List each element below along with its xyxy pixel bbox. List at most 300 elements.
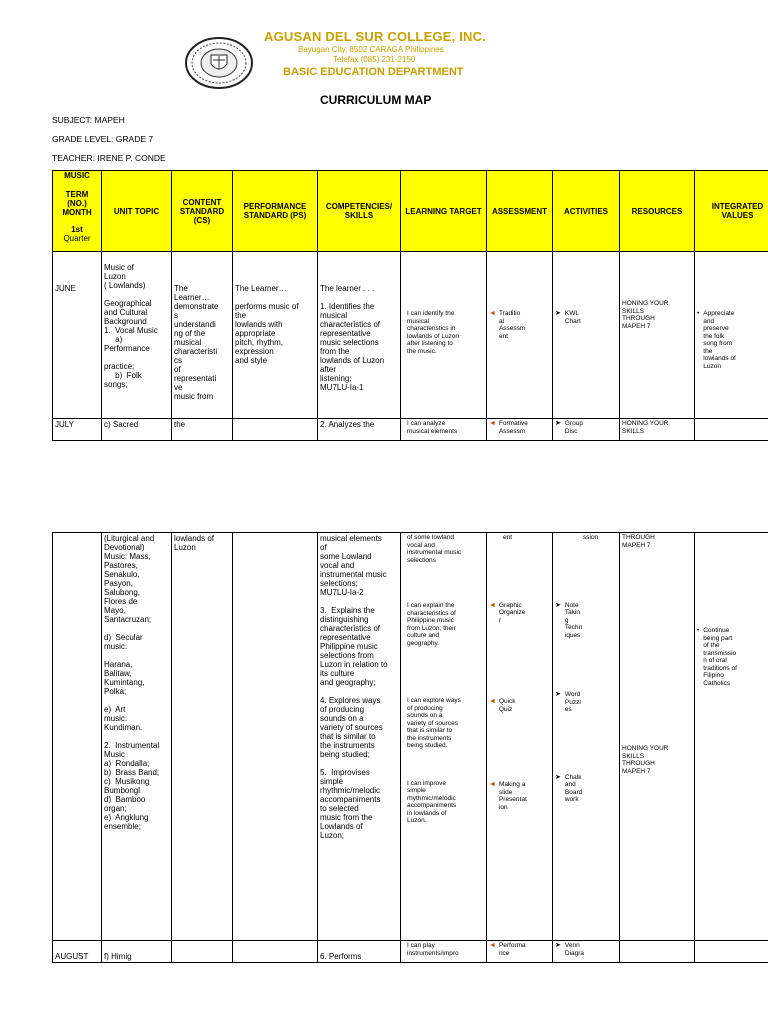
activities-cell — [553, 252, 620, 419]
values-cell-july — [695, 419, 768, 441]
resources-cell — [620, 252, 695, 419]
text-line: Kumintang, — [104, 678, 145, 687]
text-line: Balitaw, — [104, 669, 132, 678]
text-line: THROUGH — [622, 760, 655, 767]
header-resources: RESOURCES — [620, 171, 695, 252]
activity-1-text — [565, 310, 581, 325]
competencies-text — [320, 284, 398, 392]
text-line: HONING YOUR — [622, 300, 669, 307]
learning-target-4 — [407, 697, 484, 750]
text-line: being studied. — [407, 742, 448, 749]
dot-bullet-icon: • — [697, 627, 700, 634]
text-line: Pasyon, — [104, 579, 133, 588]
text-line: Appreciate — [703, 310, 735, 317]
header-term-quarter: Quarter — [63, 234, 91, 243]
text-line: music selections — [320, 338, 379, 347]
integrated-values-cell — [695, 252, 768, 419]
text-line: Venn — [564, 942, 580, 949]
month-july: JULY — [55, 420, 74, 429]
text-line: of — [320, 543, 327, 552]
text-line: (Liturgical and — [104, 534, 155, 543]
text-line: Philippine music — [407, 617, 454, 624]
text-line: ent — [498, 332, 508, 340]
text-line: organ; — [104, 804, 127, 813]
performance-standard-cell-p2 — [233, 533, 318, 941]
text-line: of producing — [320, 705, 365, 714]
learning-target-cell-august — [401, 941, 487, 963]
text-line: The Learner… — [235, 284, 287, 293]
text-line: 2. Instrumental — [104, 741, 160, 750]
text-line: sounds on a — [407, 712, 443, 719]
activity-4-text — [565, 691, 581, 714]
text-line: vocal and — [407, 541, 435, 549]
performance-cell-august — [233, 941, 318, 963]
content-standard-cell — [172, 252, 233, 419]
text-line: songs; — [104, 380, 128, 389]
arrow-bullet-icon: ➤ — [555, 420, 561, 427]
text-line: Background — [104, 317, 147, 326]
text-line: distinguishing — [320, 615, 369, 624]
text-line: expression — [235, 347, 274, 356]
triangle-bullet-icon: ◄ — [489, 420, 496, 427]
text-line: traditions of — [703, 664, 737, 672]
text-line: d) Bamboo — [104, 795, 146, 804]
school-telefax: Telefax (085) 231-2150 — [333, 55, 416, 64]
text-line: THROUGH — [622, 534, 655, 541]
text-line: accompaniments — [407, 802, 457, 809]
text-line: SKILLS — [622, 752, 645, 760]
triangle-bullet-icon: ◄ — [489, 781, 496, 788]
unit-topic-cell-july — [102, 419, 172, 441]
text-line: of the — [703, 642, 720, 649]
text-line: Luzon; — [320, 831, 345, 840]
text-line: Pastores, — [104, 561, 138, 570]
text-line: Chalk — [564, 773, 582, 781]
text-line: Assessm — [498, 325, 526, 332]
text-line: listening; — [320, 374, 352, 383]
activity-item-1 — [555, 310, 617, 325]
text-line: Luzon — [104, 272, 126, 281]
text-line: s — [174, 311, 178, 320]
content-cell-july — [172, 419, 233, 441]
text-line: Luzon in relation to — [320, 660, 388, 669]
header-assessment: ASSESSMENT — [487, 171, 553, 252]
text-line: music: — [104, 714, 128, 723]
text-line: I can improve — [407, 779, 447, 787]
text-line: Catholics — [703, 679, 731, 687]
text-line: Devotional) — [104, 543, 145, 552]
text-line: c) Musikong — [104, 777, 150, 786]
header-content-standard: CONTENT STANDARD (CS) — [172, 171, 233, 252]
text-line: Luzon — [703, 362, 721, 370]
text-line: instrumental music — [320, 570, 387, 579]
text-line: Word — [564, 691, 581, 698]
text-line: Philippine music — [320, 642, 378, 651]
assessment-2-text — [499, 420, 528, 435]
text-line: Flores de — [104, 597, 138, 606]
activities-cell-p2 — [553, 533, 620, 941]
text-line: performs music of — [235, 302, 299, 311]
learning-target-2 — [407, 420, 484, 435]
triangle-bullet-icon: ◄ — [489, 942, 496, 949]
text-line: ent — [503, 534, 513, 541]
assessment-cell-july — [487, 419, 553, 441]
text-line: cs — [174, 356, 182, 365]
text-line: Making a — [498, 781, 526, 788]
text-line: ( Lowlands) — [104, 281, 146, 290]
text-line: characteristics in — [407, 325, 456, 332]
text-line: nce — [498, 949, 510, 957]
dot-bullet-icon: • — [697, 310, 700, 317]
assessment-item-4 — [489, 698, 550, 713]
text-line: representati — [174, 374, 217, 383]
triangle-bullet-icon: ◄ — [489, 601, 496, 609]
text-line: Diagra — [564, 949, 585, 957]
learning-target-1 — [407, 310, 484, 355]
text-line: ion — [498, 803, 508, 811]
text-line: that is similar to — [407, 727, 453, 734]
text-line: MU7LU-Ia-1 — [320, 383, 364, 392]
text-line: I can play — [407, 942, 435, 949]
text-line: some Lowland — [320, 552, 372, 561]
text-line: and Cultural — [104, 308, 148, 317]
assessment-item-3 — [489, 602, 550, 625]
arrow-bullet-icon: ➤ — [555, 942, 561, 949]
activity-5-text — [565, 774, 582, 804]
text-line: ng of the — [174, 329, 206, 338]
assessment-1-text — [499, 310, 525, 340]
subject-line: SUBJECT: MAPEH — [52, 115, 125, 125]
text-line: song from — [703, 340, 733, 347]
text-line: Organize — [498, 609, 526, 616]
month-august: AUGUST — [55, 952, 89, 961]
text-line: instrumental music — [407, 549, 462, 556]
text-line: from Luzon; their — [407, 624, 456, 632]
competencies-cell-p2 — [318, 533, 401, 941]
text-line: music from the — [320, 813, 373, 822]
month-cell-august — [53, 941, 102, 963]
assessment-cell-august — [487, 941, 553, 963]
text-line: sounds on a — [320, 714, 364, 723]
text-line: Performa — [498, 942, 526, 949]
resources-cell-july — [620, 419, 695, 441]
activity-6-text — [565, 942, 584, 957]
text-line: Puzzl — [564, 698, 581, 706]
triangle-bullet-icon: ◄ — [489, 698, 496, 705]
assessment-cell — [487, 252, 553, 419]
unit-topic-text — [104, 263, 169, 389]
assessment-6-text — [499, 942, 526, 957]
resources-cell-p2 — [620, 533, 695, 941]
values-cell-august — [695, 941, 768, 963]
text-line: selections from — [320, 651, 374, 660]
text-line: Salubong, — [104, 588, 141, 597]
header-term — [53, 171, 102, 252]
value-item-3 — [697, 627, 768, 687]
text-line: Learner… — [174, 293, 210, 302]
text-line: simple — [407, 787, 426, 794]
text-line: lowlands of Luzon — [407, 332, 460, 340]
header-term-term: TERM — [65, 190, 89, 199]
text-line: SKILLS — [622, 427, 645, 435]
text-line: Techn — [564, 624, 583, 631]
triangle-bullet-icon: ◄ — [489, 310, 496, 317]
text-line: and style — [235, 356, 268, 365]
text-line: Mayo, — [104, 606, 126, 615]
text-line: Disc — [564, 427, 578, 435]
college-seal — [184, 36, 254, 90]
text-line: Geographical — [104, 299, 152, 308]
text-line: musical — [407, 317, 430, 325]
text-line: after — [320, 365, 337, 374]
header-performance-standard: PERFORMANCE STANDARD (PS) — [233, 171, 318, 252]
text-line: I can explain the — [407, 602, 455, 609]
text-line: practice; — [104, 362, 135, 371]
resource-0-text — [622, 534, 692, 549]
text-line: SKILLS — [622, 307, 645, 315]
text-line — [104, 651, 169, 660]
text-line: simple — [320, 777, 344, 786]
text-line: ssion — [583, 534, 599, 541]
unit-topic-cell-august — [102, 941, 172, 963]
text-line: musical — [320, 311, 348, 320]
text-line — [320, 687, 398, 696]
assessment-0-text — [489, 534, 550, 542]
header-activities: ACTIVITIES — [553, 171, 620, 252]
text-line: to selected — [320, 804, 359, 813]
text-line: a) — [104, 335, 123, 344]
month-cell — [53, 252, 102, 419]
header-integrated-values: INTEGRATED VALUES — [695, 171, 768, 252]
text-line: Presentat — [498, 796, 527, 803]
text-line: Quick — [498, 698, 516, 705]
text-line: Traditio — [498, 310, 521, 317]
header-competencies: COMPETENCIES/ SKILLS — [318, 171, 401, 252]
competencies-cell-july — [318, 419, 401, 441]
text-line: the instruments — [407, 734, 452, 742]
text-line: lowlands of — [703, 355, 736, 362]
text-line: instruments/impro — [407, 949, 459, 957]
text-line: the — [703, 347, 713, 355]
text-line: iques — [564, 631, 581, 639]
text-line: from the — [320, 347, 350, 356]
resource-4-text — [622, 745, 692, 775]
text-line: I can analyze — [407, 420, 446, 427]
text-line: being part — [703, 634, 733, 642]
assessment-item-6 — [489, 942, 550, 957]
text-line: Music: Mass, — [104, 552, 151, 561]
text-line: es — [564, 706, 572, 713]
text-line — [320, 597, 398, 606]
text-line — [104, 353, 169, 362]
text-line: of producing — [407, 704, 443, 712]
text-line: MAPEH 7 — [622, 322, 651, 330]
text-line: d) Secular — [104, 633, 143, 642]
school-address: Bayugan City, 8502 CARAGA Philippines — [298, 45, 444, 54]
text-line: geography. — [407, 639, 440, 647]
resources-cell-august — [620, 941, 695, 963]
text-line: its culture — [320, 669, 355, 678]
department-name: BASIC EDUCATION DEPARTMENT — [283, 66, 464, 78]
text-line — [235, 293, 315, 302]
text-line: musical elements — [407, 427, 458, 435]
text-line: g — [564, 616, 569, 624]
text-line: after listening to — [407, 340, 453, 347]
learning-target-cell-p2 — [401, 533, 487, 941]
integrated-values-cell-p2 — [695, 533, 768, 941]
text-line: I can explore ways — [407, 697, 461, 704]
text-line: MU7LU-Ia-2 — [320, 588, 364, 597]
unit-topic-august: f) Himig — [104, 952, 132, 961]
school-name: AGUSAN DEL SUR COLLEGE, INC. — [264, 29, 487, 44]
text-line: e) Angklung — [104, 813, 149, 822]
text-line: and geography; — [320, 678, 376, 687]
text-line: understandi — [174, 320, 216, 329]
assessment-5-text — [499, 781, 527, 811]
text-line: and — [564, 781, 576, 788]
competencies-july: 2. Analyzes the — [320, 420, 375, 429]
resource-2-text — [622, 420, 692, 435]
performance-standard-cell — [233, 252, 318, 419]
text-line: Polka; — [104, 687, 127, 696]
text-line: n of oral — [703, 657, 727, 664]
text-line: culture and — [407, 632, 440, 639]
text-line: Luzon. — [407, 817, 427, 824]
content-standard-cell-p2 — [172, 533, 233, 941]
text-line: 3. Explains the — [320, 606, 375, 615]
text-line: work — [564, 796, 579, 803]
activity-3-text — [565, 602, 582, 640]
learning-target-0 — [407, 534, 484, 564]
text-line: music: — [104, 642, 128, 651]
month-cell-july — [53, 419, 102, 441]
text-line: Note — [564, 601, 579, 609]
competencies-cell-august — [318, 941, 401, 963]
text-line: being studied; — [320, 750, 370, 759]
text-line: pitch, rhythm, — [235, 338, 284, 347]
text-line — [320, 293, 398, 302]
text-line: HONING YOUR — [622, 745, 669, 752]
activity-0-text — [555, 534, 617, 542]
header-learning-target: LEARNING TARGET — [401, 171, 487, 252]
activity-item-6 — [555, 942, 617, 957]
text-line: transmissio — [703, 649, 737, 657]
text-line: e) Art — [104, 705, 126, 714]
assessment-4-text — [499, 698, 516, 713]
header-term-first: 1st — [71, 225, 83, 234]
activity-item-3 — [555, 602, 617, 640]
text-line: Chart — [564, 317, 581, 325]
performance-cell-july — [233, 419, 318, 441]
text-line: lowlands of — [174, 534, 215, 543]
text-line: lowlands with — [235, 320, 283, 329]
assessment-3-text — [499, 602, 525, 625]
text-line: b) Brass Band; — [104, 768, 160, 777]
text-line: b) Folk — [104, 371, 142, 380]
text-line: rhythmic/melodic — [320, 786, 381, 795]
text-line: Group — [564, 420, 583, 427]
unit-topic-cell — [102, 252, 172, 419]
text-line: of — [174, 365, 181, 374]
teacher-line: TEACHER: IRENE P. CONDE — [52, 153, 166, 163]
text-line: music from — [174, 392, 214, 401]
text-line: selections; — [320, 579, 358, 588]
content-standard-text — [174, 284, 230, 401]
text-line: selections — [407, 556, 436, 564]
text-line: 4. Explores ways — [320, 696, 381, 705]
value-1-text — [703, 310, 736, 370]
curriculum-table-part1 — [52, 170, 768, 441]
text-line: The — [174, 284, 188, 293]
text-line: MAPEH 7 — [622, 767, 651, 775]
text-line: The learner . . . — [320, 284, 375, 293]
assessment-item-2 — [489, 420, 550, 435]
arrow-bullet-icon: ➤ — [555, 773, 561, 781]
arrow-bullet-icon: ➤ — [555, 310, 561, 317]
content-july: the — [174, 420, 186, 429]
text-line: HONING YOUR — [622, 420, 669, 427]
text-line: THROUGH — [622, 315, 655, 322]
text-line: the music. — [407, 347, 437, 355]
text-line: characteristics of — [320, 320, 381, 329]
text-line — [104, 696, 169, 705]
text-line: that is similar to — [320, 732, 376, 741]
text-line: variety of sources — [407, 719, 458, 727]
text-line: MAPEH 7 — [622, 541, 651, 549]
text-line: Formative — [498, 420, 528, 427]
text-line: Assessm — [498, 427, 526, 435]
value-3-text — [703, 627, 737, 687]
content-cell-august — [172, 941, 233, 963]
activity-item-2 — [555, 420, 617, 435]
learning-target-5 — [407, 780, 484, 825]
text-line — [104, 732, 169, 741]
text-line: Music of — [104, 263, 134, 272]
month-cell-p2 — [53, 533, 102, 941]
learning-target-cell — [401, 252, 487, 419]
grade-level-line: GRADE LEVEL: GRADE 7 — [52, 134, 154, 144]
text-line: representative — [320, 329, 371, 338]
text-line: Bumbongl — [104, 786, 141, 795]
text-line: in lowlands of — [407, 809, 447, 817]
text-line — [104, 624, 169, 633]
text-line: Board — [564, 788, 583, 796]
text-line: Continue — [703, 627, 730, 634]
text-line: r — [498, 616, 502, 624]
text-line: appropriate — [235, 329, 276, 338]
text-line: 1. Identifies the — [320, 302, 375, 311]
header-term-music: MUSIC — [64, 171, 90, 180]
text-line: characteristics of — [407, 609, 456, 617]
text-line: vocal and — [320, 561, 355, 570]
text-line: ensemble; — [104, 822, 141, 831]
text-line: Performance — [104, 344, 150, 353]
activities-cell-august — [553, 941, 620, 963]
activities-cell-july — [553, 419, 620, 441]
content-standard-text-p2 — [174, 534, 230, 552]
text-line — [320, 759, 398, 768]
text-line: musical — [174, 338, 202, 347]
text-line: 5. Improvises — [320, 768, 370, 777]
text-line: Santacruzan; — [104, 615, 152, 624]
text-line: Quiz — [498, 705, 513, 713]
unit-topic-cell-p2 — [102, 533, 172, 941]
performance-standard-text — [235, 284, 315, 365]
arrow-bullet-icon: ➤ — [555, 601, 561, 609]
text-line: slide — [498, 788, 513, 796]
text-line: 1. Vocal Music — [104, 326, 158, 335]
curriculum-table-part2 — [52, 532, 768, 963]
